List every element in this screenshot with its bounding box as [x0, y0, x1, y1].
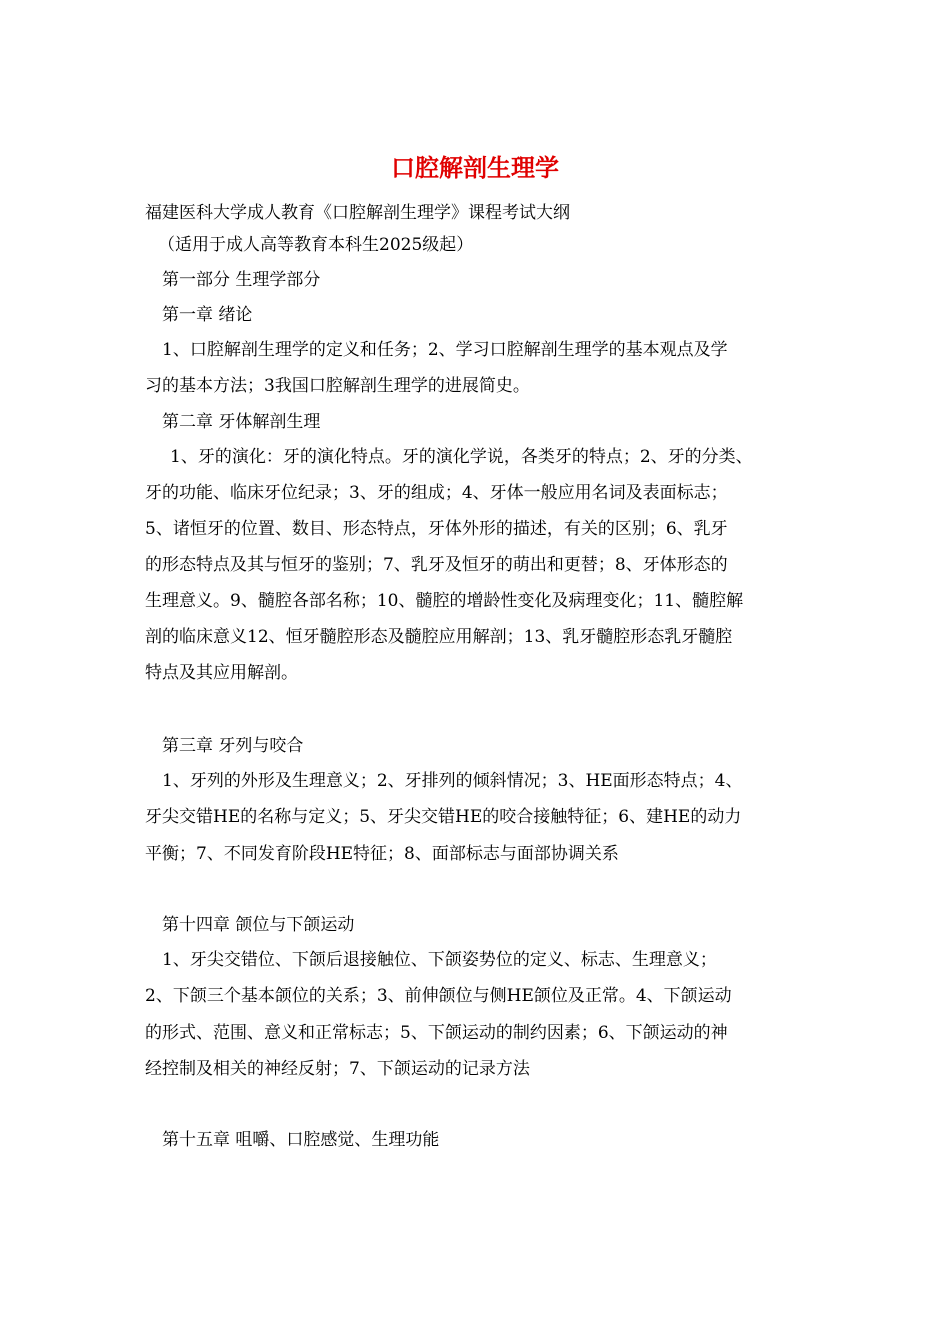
- part-heading: 第一部分 生理学部分: [162, 270, 321, 290]
- chapter-text-line: 剖的临床意义12、恒牙髓腔形态及髓腔应用解剖；13、乳牙髓腔形态乳牙髓腔: [145, 627, 733, 647]
- chapter-text-line: 特点及其应用解剖。: [145, 663, 298, 683]
- document-title: 口腔解剖生理学: [391, 153, 559, 182]
- chapter-text-line: 5、诸恒牙的位置、数目、形态特点，牙体外形的描述，有关的区别；6、乳牙: [145, 519, 728, 539]
- chapter-heading: 第一章 绪论: [162, 305, 253, 325]
- chapter-text-line: 1、牙列的外形及生理意义；2、牙排列的倾斜情况；3、HE面形态特点；4、: [162, 771, 743, 791]
- document-scope: （适用于成人高等教育本科生2025级起）: [158, 235, 474, 255]
- chapter-text-line: 牙尖交错HE的名称与定义；5、牙尖交错HE的咬合接触特征；6、建HE的动力: [145, 807, 742, 827]
- chapter-heading: 第三章 牙列与咬合: [162, 736, 304, 756]
- chapter-text-line: 2、下颌三个基本颌位的关系；3、前伸颌位与侧HE颌位及正常。4、下颌运动: [145, 986, 732, 1006]
- chapter-text-line: 经控制及相关的神经反射；7、下颌运动的记录方法: [145, 1059, 530, 1079]
- chapter-text-line: 1、牙尖交错位、下颌后退接触位、下颌姿势位的定义、标志、生理意义；: [162, 950, 717, 970]
- document-subtitle: 福建医科大学成人教育《口腔解剖生理学》课程考试大纲: [145, 203, 570, 223]
- chapter-heading: 第二章 牙体解剖生理: [162, 412, 321, 432]
- chapter-heading: 第十四章 颌位与下颌运动: [162, 915, 355, 935]
- chapter-text-line: 习的基本方法；3我国口腔解剖生理学的进展简史。: [145, 376, 530, 396]
- chapter-text-line: 1、口腔解剖生理学的定义和任务；2、学习口腔解剖生理学的基本观点及学: [162, 340, 728, 360]
- chapter-text-line: 平衡；7、不同发育阶段HE特征；8、面部标志与面部协调关系: [145, 844, 619, 864]
- chapter-text-line: 1、牙的演化：牙的演化特点。牙的演化学说，各类牙的特点；2、牙的分类、: [170, 447, 753, 467]
- chapter-heading: 第十五章 咀嚼、口腔感觉、生理功能: [162, 1130, 440, 1150]
- chapter-text-line: 的形式、范围、意义和正常标志；5、下颌运动的制约因素；6、下颌运动的神: [145, 1023, 728, 1043]
- chapter-text-line: 的形态特点及其与恒牙的鉴别；7、乳牙及恒牙的萌出和更替；8、牙体形态的: [145, 555, 728, 575]
- chapter-text-line: 生理意义。9、髓腔各部名称；10、髓腔的增龄性变化及病理变化；11、髓腔解: [145, 591, 744, 611]
- chapter-text-line: 牙的功能、临床牙位纪录；3、牙的组成；4、牙体一般应用名词及表面标志；: [145, 483, 728, 503]
